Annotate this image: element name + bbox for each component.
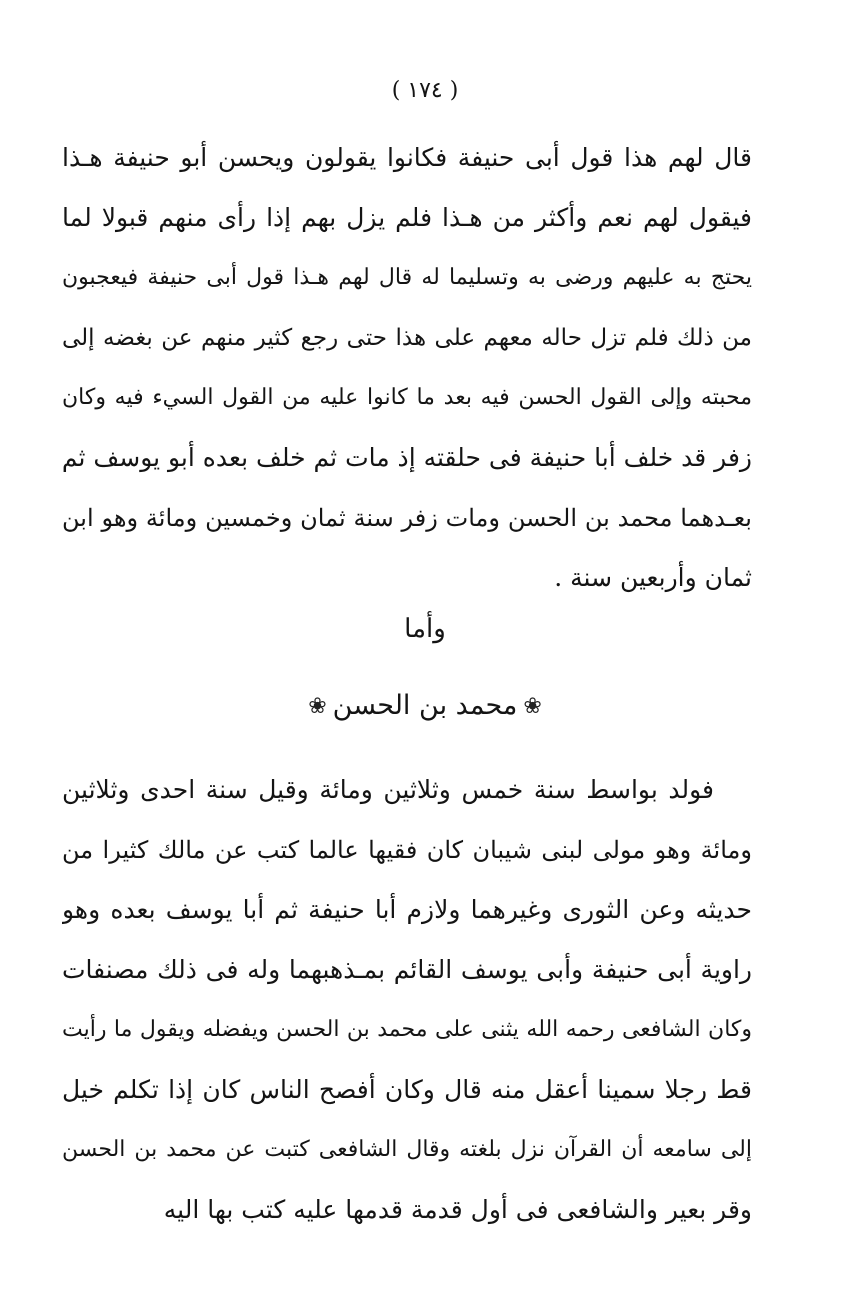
ornament-right-icon: ❀ — [523, 694, 542, 719]
ornament-left-icon: ❀ — [308, 694, 327, 719]
paragraph-muhammad — [62, 760, 752, 1240]
text-line: زفر قد خلف أبا حنيفة فى حلقته إذ مات ثم خلف بعده أبو يوسف ثم — [62, 443, 752, 472]
text-line: محبته وإلى القول الحسن فيه بعد ما كانوا عليه من القول السيء فيه وكان — [62, 385, 752, 410]
text-line: وكان الشافعى رحمه الله يثنى على محمد بن الحسن ويفضله ويقول ما رأيت — [62, 1017, 752, 1042]
section-heading — [0, 690, 850, 721]
text-line: قط رجلا سمينا أعقل منه قال وكان أفصح الناس كان إذا تكلم خيل — [62, 1075, 752, 1104]
text-line: يحتج به عليهم ورضى به وتسليما له قال لهم هـذا قول أبى حنيفة فيعجبون — [62, 265, 752, 290]
paragraph-zufar — [62, 128, 752, 608]
text-line: فولد بواسط سنة خمس وثلاثين ومائة وقيل سنة احدى وثلاثين — [62, 775, 714, 804]
section-intro: وأما — [404, 614, 446, 644]
text-line: راوية أبى حنيفة وأبى يوسف القائم بمـذهبهما وله فى ذلك مصنفات — [62, 955, 752, 984]
section-title: محمد بن الحسن — [332, 690, 518, 721]
text-line: فيقول لهم نعم وأكثر من هـذا فلم يزل بهم إذا رأى منهم قبولا لما — [62, 203, 752, 232]
text-line: إلى سامعه أن القرآن نزل بلغته وقال الشافعى كتبت عن محمد بن الحسن — [62, 1137, 752, 1162]
text-line: وقر بعير والشافعى فى أول قدمة قدمها عليه كتب بها اليه — [163, 1195, 752, 1224]
page-number: ( ١٧٤ ) — [391, 78, 459, 103]
text-line: ثمان وأربعين سنة . — [554, 563, 752, 592]
text-line: بعـدهما محمد بن الحسن ومات زفر سنة ثمان وخمسين ومائة وهو ابن — [62, 504, 752, 532]
text-line: من ذلك فلم تزل حاله معهم على هذا حتى رجع كثير منهم عن بغضه إلى — [62, 325, 752, 351]
text-line: حديثه وعن الثورى وغيرهما ولازم أبا حنيفة ثم أبا يوسف بعده وهو — [62, 895, 752, 924]
text-line: ومائة وهو مولى لبنى شيبان كان فقيها عالما كتب عن مالك كثيرا من — [62, 836, 752, 864]
text-line: قال لهم هذا قول أبى حنيفة فكانوا يقولون ويحسن أبو حنيفة هـذا — [62, 143, 752, 172]
